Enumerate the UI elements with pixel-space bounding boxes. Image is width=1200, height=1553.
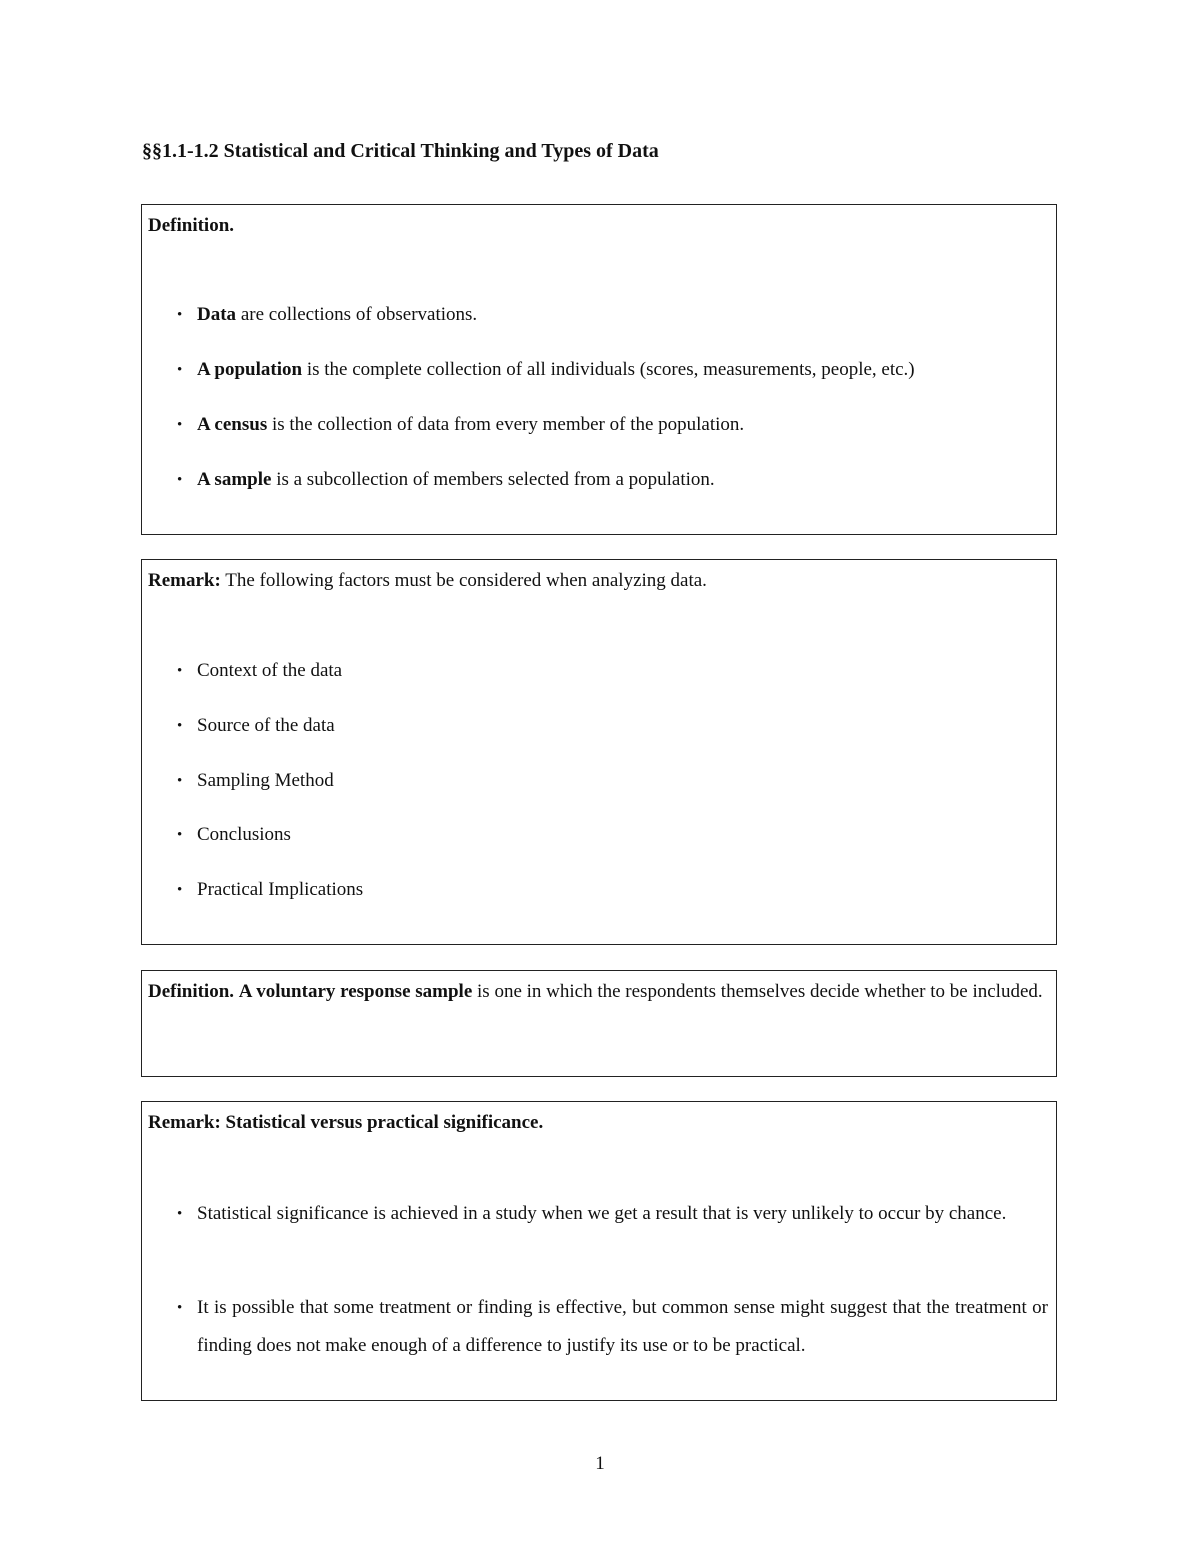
bullet-icon: •	[177, 773, 183, 789]
significance-text: It is possible that some treatment or finding is effective, but common sense might suggest that the treatment or finding does not make enough of a difference to justify its use or to be practical.	[197, 1297, 1048, 1356]
page-title: §§1.1-1.2 Statistical and Critical Thinking and Types of Data	[142, 140, 659, 162]
voluntary-definition-paragraph	[148, 973, 1050, 1011]
bullet-icon: •	[177, 472, 183, 488]
definition-label-text: Definition.	[148, 215, 235, 236]
remark-text: The following factors must be considered when analyzing data.	[220, 570, 707, 591]
list-item	[177, 1289, 1048, 1365]
factor-text: Sampling Method	[197, 770, 334, 791]
factor-text: Conclusions	[197, 824, 291, 845]
bullet-icon: •	[177, 882, 183, 898]
definition-box-data-terms	[141, 204, 1057, 535]
term-data: Data	[197, 304, 237, 325]
list-item	[177, 652, 1048, 690]
remark-heading	[148, 562, 1050, 600]
list-item	[177, 707, 1048, 745]
bullet-icon: •	[177, 663, 183, 679]
definition-box-voluntary-response	[141, 970, 1057, 1077]
bullet-icon: •	[177, 417, 183, 433]
term-description: is the collection of data from every member of the population.	[267, 414, 745, 435]
remark-box-factors	[141, 559, 1057, 945]
list-item	[177, 762, 1048, 800]
significance-text: Statistical significance is achieved in a study when we get a result that is very unlikely to occur by chance.	[197, 1203, 1007, 1224]
list-item	[177, 406, 1048, 444]
factor-text: Practical Implications	[197, 879, 364, 900]
bullet-icon: •	[177, 718, 183, 734]
bullet-icon: •	[177, 1206, 183, 1222]
factor-text: Source of the data	[197, 715, 335, 736]
list-item	[177, 296, 1048, 334]
term-population: A population	[197, 359, 303, 380]
definition-label: Definition.	[148, 981, 235, 1002]
bullet-icon: •	[177, 1300, 183, 1316]
remark-label: Remark:	[148, 570, 221, 591]
list-item	[177, 351, 1048, 389]
term-census: A census	[197, 414, 268, 435]
page-number: 1	[595, 1453, 605, 1474]
term-description: is a subcollection of members selected from a population.	[271, 469, 715, 490]
list-item	[177, 816, 1048, 854]
list-item	[177, 1195, 1048, 1233]
factor-text: Context of the data	[197, 660, 343, 681]
term-description: is one in which the respondents themselves decide whether to be included.	[472, 981, 1043, 1002]
bullet-icon: •	[177, 827, 183, 843]
bullet-icon: •	[177, 307, 183, 323]
list-item	[177, 461, 1048, 499]
list-item	[177, 871, 1048, 909]
remark-label: Remark: Statistical versus practical significance.	[148, 1112, 544, 1133]
term-voluntary-response-sample: A voluntary response sample	[238, 981, 473, 1002]
term-description: is the complete collection of all individuals (scores, measurements, people, etc.)	[302, 359, 915, 380]
remark-heading	[148, 1104, 1050, 1142]
term-description: are collections of observations.	[236, 304, 478, 325]
bullet-icon: •	[177, 362, 183, 378]
remark-box-significance	[141, 1101, 1057, 1401]
definition-label	[148, 207, 1050, 245]
term-sample: A sample	[197, 469, 272, 490]
